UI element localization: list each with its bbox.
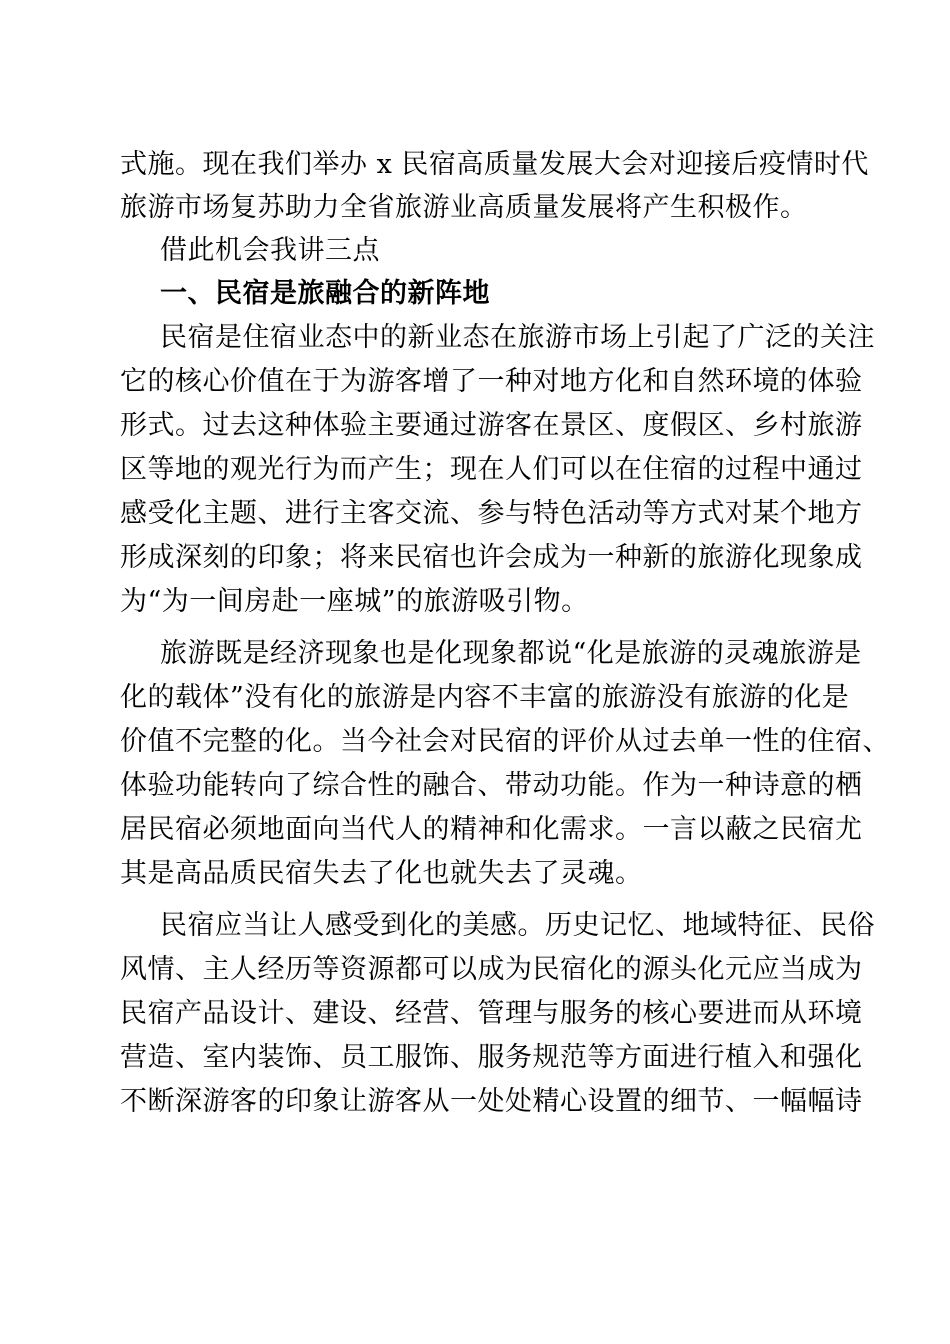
text-line: 为“为一间房赴一座城”的旅游吸引物。	[120, 586, 589, 617]
text-line: 风情、主人经历等资源都可以成为民宿化的源头化元应当成为	[120, 954, 863, 985]
text-line: 形成深刻的印象；将来民宿也许会成为一种新的旅游化现象成	[120, 542, 863, 573]
text-line: 体验功能转向了综合性的融合、带动功能。作为一种诗意的栖	[120, 770, 863, 801]
text-line: 民宿应当让人感受到化的美感。历史记忆、地域特征、民俗	[160, 910, 875, 941]
text-line: 不断深游客的印象让游客从一处处精心设置的细节、一幅幅诗	[120, 1086, 863, 1117]
text-line: 民宿产品设计、建设、经营、管理与服务的核心要进而从环境	[120, 998, 863, 1029]
text-line: 旅游市场复苏助力全省旅游业高质量发展将产生积极作。	[120, 192, 808, 223]
text-line: 感受化主题、进行主客交流、参与特色活动等方式对某个地方	[120, 498, 863, 529]
text-line: 旅游既是经济现象也是化现象都说“化是旅游的灵魂旅游是	[160, 638, 862, 669]
text-line: 区等地的观光行为而产生；现在人们可以在住宿的过程中通过	[120, 454, 863, 485]
text-line: 营造、室内装饰、员工服饰、服务规范等方面进行植入和强化	[120, 1042, 863, 1073]
text-line: 其是高品质民宿失去了化也就失去了灵魂。	[120, 858, 643, 889]
text-line: 居民宿必须地面向当代人的精神和化需求。一言以蔽之民宿尤	[120, 814, 863, 845]
text-line: 价值不完整的化。当今社会对民宿的评价从过去单一性的住宿、	[120, 726, 890, 757]
text-line: 化的载体”没有化的旅游是内容不丰富的旅游没有旅游的化是	[120, 682, 850, 713]
text-line: 它的核心价值在于为游客增了一种对地方化和自然环境的体验	[120, 366, 863, 397]
text-line: 借此机会我讲三点	[160, 235, 380, 266]
text-line: 形式。过去这种体验主要通过游客在景区、度假区、乡村旅游	[120, 410, 863, 441]
section-heading: 一、民宿是旅融合的新阵地	[160, 278, 490, 309]
text-line: 式施。现在我们举办 x 民宿高质量发展大会对迎接后疫情时代	[120, 149, 869, 180]
text-line: 民宿是住宿业态中的新业态在旅游市场上引起了广泛的关注	[160, 322, 875, 353]
